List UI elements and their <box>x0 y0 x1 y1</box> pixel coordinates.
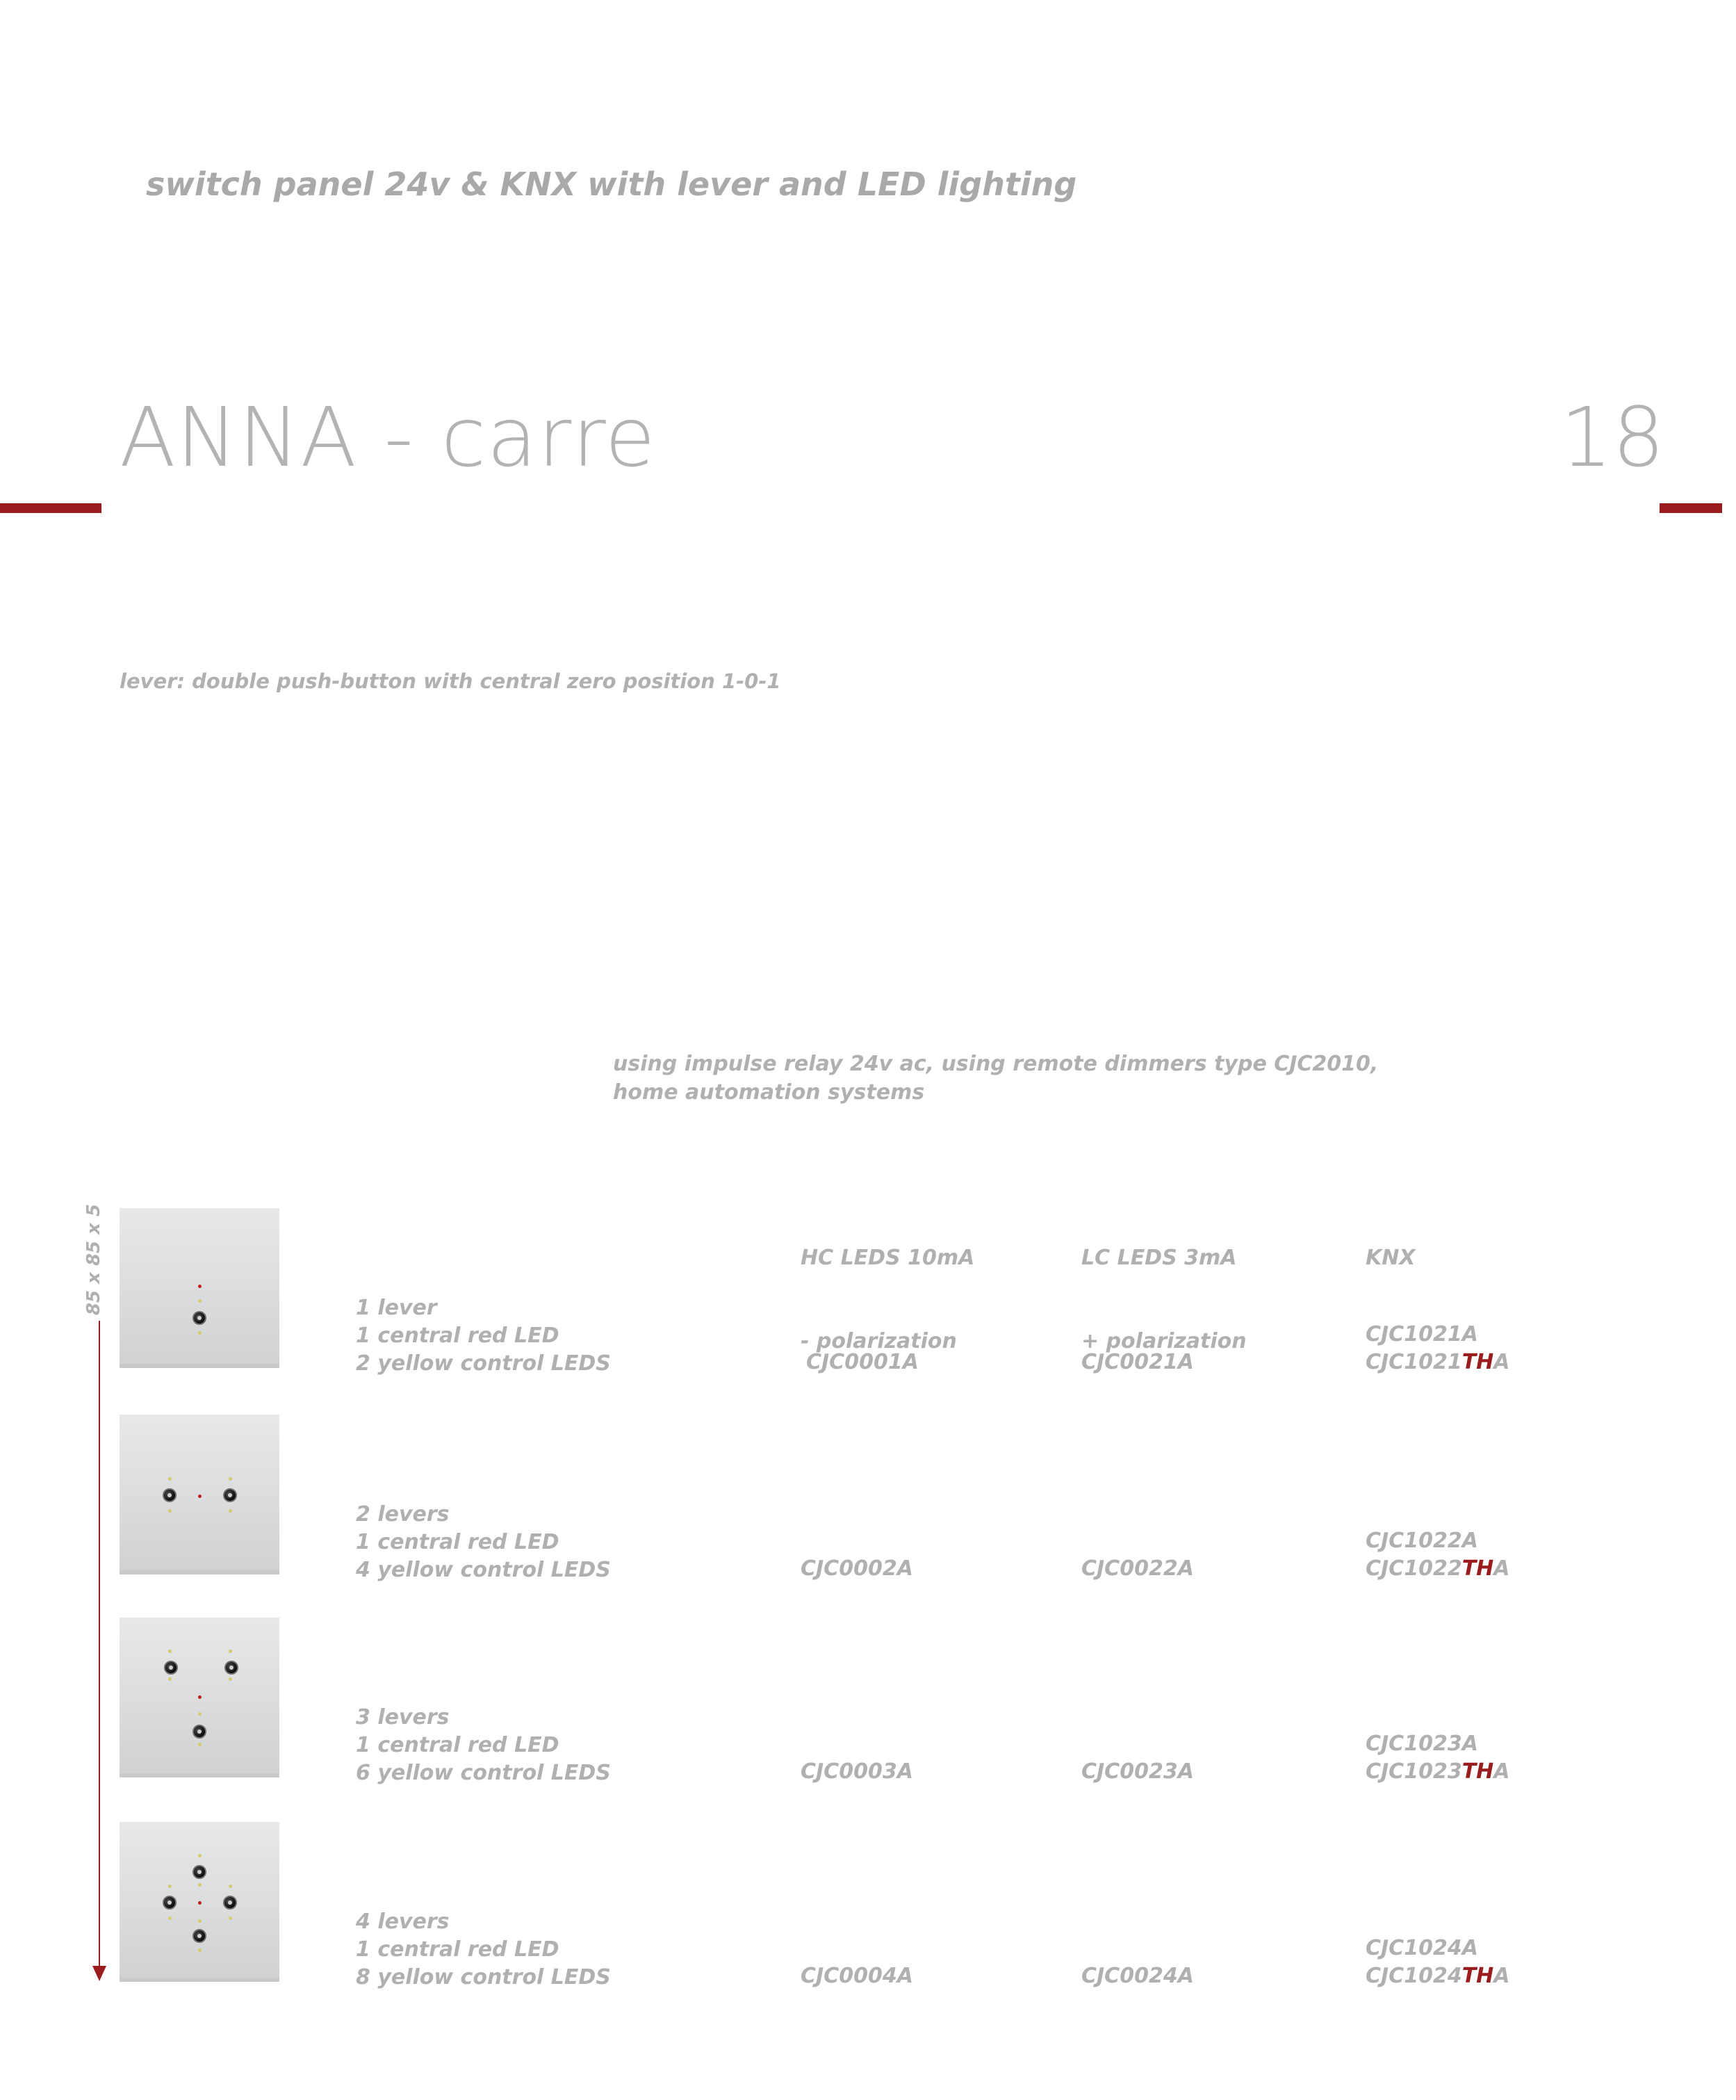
row-3-description <box>356 1704 611 1787</box>
yellow-led-icon <box>168 1477 172 1481</box>
column-header-knx <box>1366 1189 1415 1300</box>
th-marker: TH <box>1461 1556 1494 1581</box>
row-2-desc-line-2: 1 central red LED <box>356 1530 559 1554</box>
row-3-desc-line-2: 1 central red LED <box>356 1733 559 1757</box>
red-led-icon <box>198 1285 202 1288</box>
yellow-led-icon <box>168 1677 172 1681</box>
column-header-hc-line-2: - polarization <box>801 1329 957 1353</box>
yellow-led-icon <box>229 1650 232 1653</box>
th-marker: TH <box>1461 1964 1494 1988</box>
code-prefix: CJC1022 <box>1366 1556 1462 1581</box>
page-number: 18 <box>1560 389 1665 485</box>
yellow-led-icon <box>198 1712 202 1716</box>
yellow-led-icon <box>198 1854 202 1857</box>
th-marker: TH <box>1461 1350 1494 1374</box>
red-led-icon <box>198 1495 202 1498</box>
row-4-desc-line-3: 8 yellow control LEDS <box>356 1965 611 1989</box>
yellow-led-icon <box>198 1883 202 1887</box>
row-2-desc-line-1: 2 levers <box>356 1502 450 1527</box>
column-header-lc-line-1: LC LEDS 3mA <box>1081 1246 1237 1270</box>
yellow-led-icon <box>168 1509 172 1513</box>
row-1-hc-code: CJC0001A <box>806 1350 919 1374</box>
code-suffix: A <box>1493 1350 1510 1374</box>
row-2-knx-code: CJC1022A <box>1366 1529 1478 1553</box>
code-prefix: CJC1021 <box>1366 1350 1462 1374</box>
lever-icon <box>164 1661 178 1675</box>
column-header-lc-line-2: + polarization <box>1081 1329 1247 1353</box>
row-3-hc-code: CJC0003A <box>801 1759 913 1784</box>
row-3-lc-code: CJC0023A <box>1081 1759 1194 1784</box>
row-3-desc-line-3: 6 yellow control LEDS <box>356 1761 611 1785</box>
yellow-led-icon <box>198 1743 202 1746</box>
row-1-desc-line-2: 1 central red LED <box>356 1324 559 1348</box>
row-2-description <box>356 1501 611 1584</box>
lever-note: lever: double push-button with central zero position 1-0-1 <box>120 669 781 693</box>
row-2-knx-th-code <box>1366 1556 1510 1581</box>
th-marker: TH <box>1461 1759 1494 1784</box>
row-3-knx-code: CJC1023A <box>1366 1732 1478 1756</box>
series-title: ANNA - carre <box>120 389 656 485</box>
usage-line-1: using impulse relay 24v ac, using remote dimmers type CJC2010, <box>613 1052 1379 1076</box>
lever-icon <box>223 1896 237 1910</box>
row-1-description <box>356 1294 611 1378</box>
row-2-lc-code: CJC0022A <box>1081 1556 1194 1581</box>
row-3-knx-th-code <box>1366 1759 1510 1784</box>
row-2-hc-code: CJC0002A <box>801 1556 913 1581</box>
yellow-led-icon <box>168 1885 172 1888</box>
yellow-led-icon <box>168 1916 172 1920</box>
yellow-led-icon <box>198 1919 202 1923</box>
column-header-hc-line-1: HC LEDS 10mA <box>801 1246 975 1270</box>
row-1-lc-code: CJC0021A <box>1081 1350 1194 1374</box>
code-prefix: CJC1023 <box>1366 1759 1462 1784</box>
product-image-4-levers <box>120 1822 279 1982</box>
row-2-desc-line-3: 4 yellow control LEDS <box>356 1558 611 1582</box>
dimension-line <box>99 1321 100 1967</box>
yellow-led-icon <box>229 1509 232 1513</box>
lever-icon <box>193 1725 206 1739</box>
header-subtitle: switch panel 24v & KNX with lever and LED lighting <box>146 165 1077 203</box>
usage-note <box>613 1050 1378 1107</box>
arrow-down-icon <box>92 1966 106 1981</box>
red-led-icon <box>198 1695 202 1699</box>
yellow-led-icon <box>198 1331 202 1335</box>
left-accent-rule <box>0 503 101 513</box>
code-prefix: CJC1024 <box>1366 1964 1462 1988</box>
code-suffix: A <box>1493 1556 1510 1581</box>
row-4-knx-th-code <box>1366 1964 1510 1988</box>
lever-icon <box>193 1311 206 1325</box>
yellow-led-icon <box>198 1299 202 1303</box>
lever-icon <box>223 1488 237 1502</box>
row-4-desc-line-2: 1 central red LED <box>356 1937 559 1962</box>
row-4-lc-code: CJC0024A <box>1081 1964 1194 1988</box>
column-header-knx-line-1: KNX <box>1366 1246 1416 1270</box>
yellow-led-icon <box>229 1916 232 1920</box>
yellow-led-icon <box>198 1948 202 1952</box>
lever-icon <box>193 1865 206 1879</box>
row-4-description <box>356 1908 611 1992</box>
code-suffix: A <box>1493 1759 1510 1784</box>
lever-icon <box>163 1896 177 1910</box>
product-image-2-levers <box>120 1415 279 1574</box>
yellow-led-icon <box>229 1477 232 1481</box>
red-led-icon <box>198 1901 202 1905</box>
lever-icon <box>193 1929 206 1943</box>
right-accent-rule <box>1660 503 1722 513</box>
row-1-knx-th-code <box>1366 1350 1510 1374</box>
row-4-desc-line-1: 4 levers <box>356 1910 450 1934</box>
row-1-knx-code: CJC1021A <box>1366 1322 1478 1346</box>
yellow-led-icon <box>229 1677 232 1681</box>
yellow-led-icon <box>168 1650 172 1653</box>
product-image-3-levers <box>120 1618 279 1777</box>
row-4-hc-code: CJC0004A <box>801 1964 913 1988</box>
row-3-desc-line-1: 3 levers <box>356 1705 450 1729</box>
row-4-knx-code: CJC1024A <box>1366 1936 1478 1960</box>
lever-icon <box>163 1488 177 1502</box>
yellow-led-icon <box>229 1885 232 1888</box>
row-1-desc-line-1: 1 lever <box>356 1296 437 1320</box>
usage-line-2: home automation systems <box>613 1080 925 1105</box>
code-suffix: A <box>1493 1964 1510 1988</box>
lever-icon <box>224 1661 238 1675</box>
dimension-label: 85 x 85 x 5 <box>83 1203 104 1316</box>
product-image-1-lever <box>120 1208 279 1368</box>
row-1-desc-line-3: 2 yellow control LEDS <box>356 1351 611 1376</box>
